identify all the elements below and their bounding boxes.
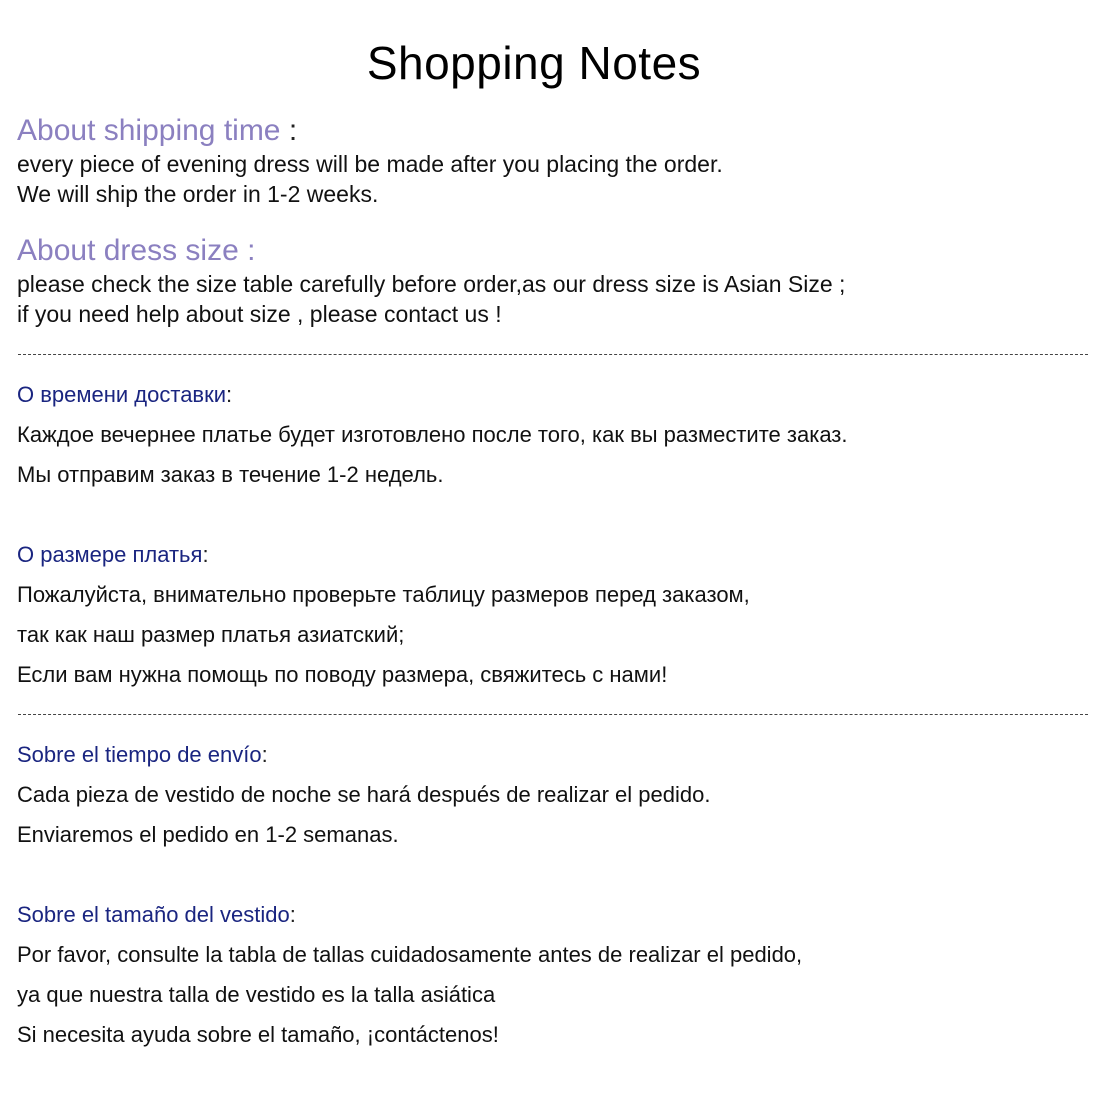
section-divider-2: [18, 714, 1088, 715]
spanish-size-line-3: Si necesita ayuda sobre el tamaño, ¡contáctenos!: [17, 1022, 499, 1047]
spanish-size-heading: [17, 902, 296, 928]
spanish-size-line-2: ya que nuestra talla de vestido es la talla asiática: [17, 982, 496, 1007]
russian-shipping-line-2: Мы отправим заказ в течение 1-2 недель.: [17, 462, 444, 487]
russian-size-heading-text: О размере платья: [17, 542, 203, 567]
russian-size-line-2: так как наш размер платья азиатский;: [17, 622, 405, 647]
spanish-shipping-heading-colon: :: [261, 742, 268, 767]
english-shipping-heading-colon: :: [280, 114, 298, 147]
russian-shipping-heading-colon: :: [226, 382, 233, 407]
english-shipping-line-2: We will ship the order in 1-2 weeks.: [17, 181, 379, 207]
english-shipping-heading-text: About shipping time: [17, 114, 281, 147]
russian-shipping-heading: [17, 382, 232, 408]
english-size-line-2: if you need help about size , please contact us !: [17, 301, 502, 327]
spanish-shipping-heading-text: Sobre el tiempo de envío: [17, 742, 262, 767]
russian-size-heading-colon: :: [202, 542, 209, 567]
spanish-shipping-line-1: Cada pieza de vestido de noche se hará después de realizar el pedido.: [17, 782, 711, 807]
russian-shipping-line-1: Каждое вечернее платье будет изготовлено после того, как вы разместите заказ.: [17, 422, 848, 447]
page-title: Shopping Notes: [366, 37, 702, 89]
russian-size-line-1: Пожалуйста, внимательно проверьте таблицу размеров перед заказом,: [17, 582, 750, 607]
section-divider-1: [18, 354, 1088, 355]
russian-shipping-heading-text: О времени доставки: [17, 382, 227, 407]
spanish-shipping-line-2: Enviaremos el pedido en 1-2 semanas.: [17, 822, 399, 847]
russian-size-line-3: Если вам нужна помощь по поводу размера, свяжитесь с нами!: [17, 662, 668, 687]
spanish-size-line-1: Por favor, consulte la tabla de tallas cuidadosamente antes de realizar el pedido,: [17, 942, 803, 967]
english-size-line-1: please check the size table carefully before order,as our dress size is Asian Size ;: [17, 271, 846, 297]
spanish-size-heading-text: Sobre el tamaño del vestido: [17, 902, 290, 927]
english-size-heading: About dress size :: [17, 234, 256, 267]
spanish-size-heading-colon: :: [289, 902, 296, 927]
russian-size-heading: [17, 542, 209, 568]
english-shipping-heading: [17, 114, 297, 148]
english-shipping-line-1: every piece of evening dress will be made after you placing the order.: [17, 151, 723, 177]
spanish-shipping-heading: [17, 742, 268, 768]
